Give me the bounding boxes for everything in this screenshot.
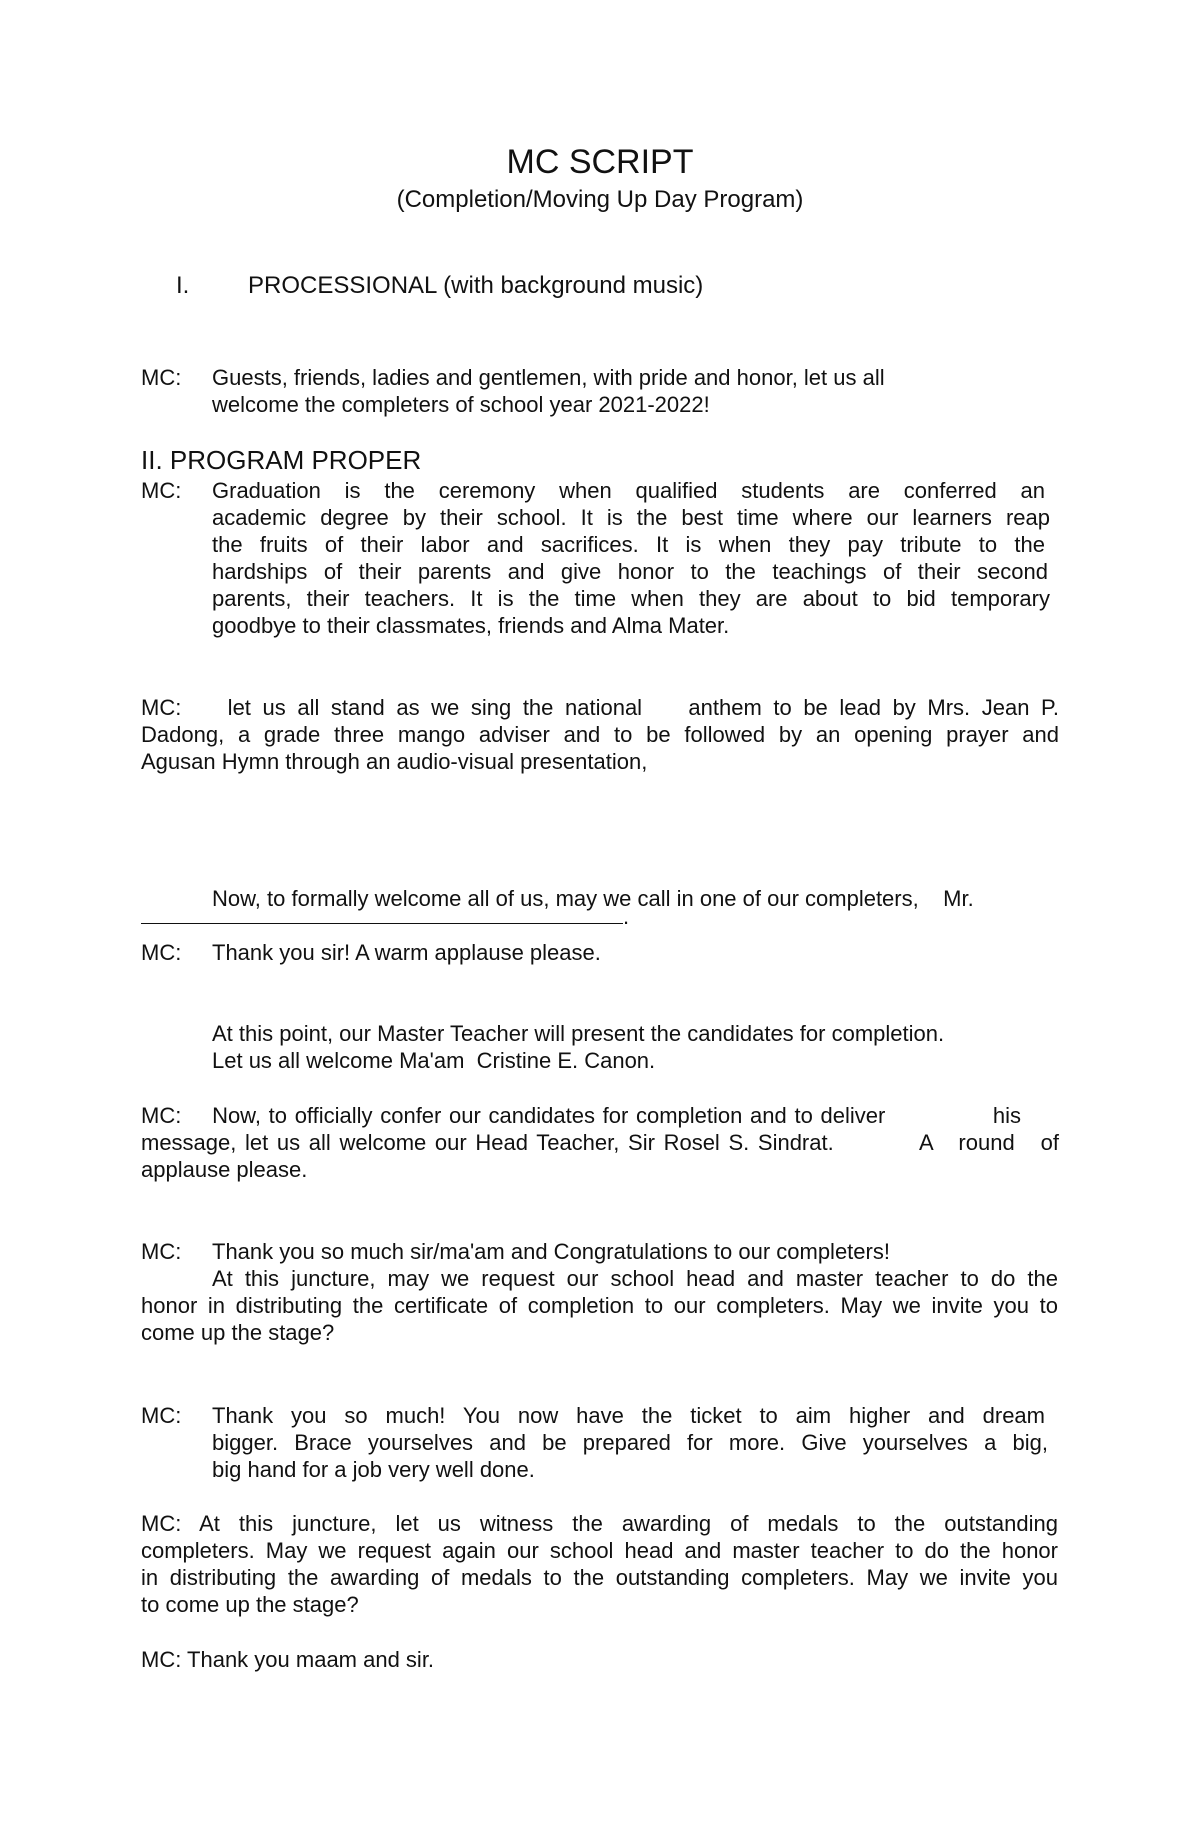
p3-line-1: MC: let us all stand as we sing the national anthem to be lead by Mrs. Jean P. — [141, 695, 1059, 720]
p6-line-1: At this point, our Master Teacher will present the candidates for completion. — [212, 1021, 945, 1046]
p8-line-3: honor in distributing the certificate of completion to our completers. May we invite you to — [141, 1293, 1058, 1318]
p10-line-3: in distributing the awarding of medals to the outstanding completers. May we invite you — [141, 1565, 1058, 1590]
p1-line-2: welcome the completers of school year 2021-2022! — [212, 392, 710, 417]
p4-line-1: Now, to formally welcome all of us, may we call in one of our completers, Mr. — [212, 886, 974, 911]
section-1-heading: PROCESSIONAL (with background music) — [248, 272, 704, 299]
mc-label: MC: — [141, 1239, 182, 1264]
mc-label: MC: — [141, 365, 182, 390]
document-title: MC SCRIPT — [506, 143, 694, 181]
p2-line-5: parents, their teachers. It is the time when they are about to bid temporary — [212, 586, 1050, 611]
p9-line-2: bigger. Brace yourselves and be prepared for more. Give yourselves a big, — [212, 1430, 1048, 1455]
section-1-numeral: I. — [176, 272, 190, 299]
p9-line-3: big hand for a job very well done. — [212, 1457, 535, 1482]
p4-blank-end: . — [623, 904, 630, 929]
p11-text: MC: Thank you maam and sir. — [141, 1647, 435, 1672]
mc-label: MC: — [141, 940, 182, 965]
p6-line-2: Let us all welcome Ma'am Cristine E. Canon. — [212, 1048, 656, 1073]
p7-line-2: message, let us all welcome our Head Teacher, Sir Rosel S. Sindrat. A round of — [141, 1130, 1059, 1155]
document-subtitle: (Completion/Moving Up Day Program) — [396, 186, 804, 213]
p7-line-1: MC: Now, to officially confer our candidates for completion and to deliver his — [141, 1103, 1021, 1128]
p8-line-2: At this juncture, may we request our school head and master teacher to do the — [212, 1266, 1058, 1291]
mc-label: MC: — [141, 1403, 182, 1428]
name-blank — [141, 903, 623, 924]
p4-blank-line — [141, 903, 629, 930]
p1-line-1: Guests, friends, ladies and gentlemen, with pride and honor, let us all — [212, 365, 885, 390]
p10-line-4: to come up the stage? — [141, 1592, 359, 1617]
p10-line-2: completers. May we request again our school head and master teacher to do the honor — [141, 1538, 1058, 1563]
p2-line-6: goodbye to their classmates, friends and Alma Mater. — [212, 613, 730, 638]
p8-first-line: Thank you so much sir/ma'am and Congratulations to our completers! — [212, 1239, 890, 1264]
p5-text: Thank you sir! A warm applause please. — [212, 940, 601, 965]
p2-line-3: the fruits of their labor and sacrifices. It is when they pay tribute to the — [212, 532, 1045, 557]
p9-line-1: Thank you so much! You now have the ticket to aim higher and dream — [212, 1403, 1045, 1428]
p2-line-4: hardships of their parents and give honor to the teachings of their second — [212, 559, 1048, 584]
p2-line-1: Graduation is the ceremony when qualified students are conferred an — [212, 478, 1045, 503]
p2-line-2: academic degree by their school. It is the best time where our learners reap — [212, 505, 1050, 530]
p8-line-4: come up the stage? — [141, 1320, 335, 1345]
p3-line-2: Dadong, a grade three mango adviser and to be followed by an opening prayer and — [141, 722, 1059, 747]
mc-label: MC: — [141, 478, 182, 503]
p7-line-3: applause please. — [141, 1157, 308, 1182]
p10-line-1: MC: At this juncture, let us witness the awarding of medals to the outstanding — [141, 1511, 1058, 1536]
section-2-heading: II. PROGRAM PROPER — [141, 445, 422, 475]
p3-line-3: Agusan Hymn through an audio-visual presentation, — [141, 749, 648, 774]
